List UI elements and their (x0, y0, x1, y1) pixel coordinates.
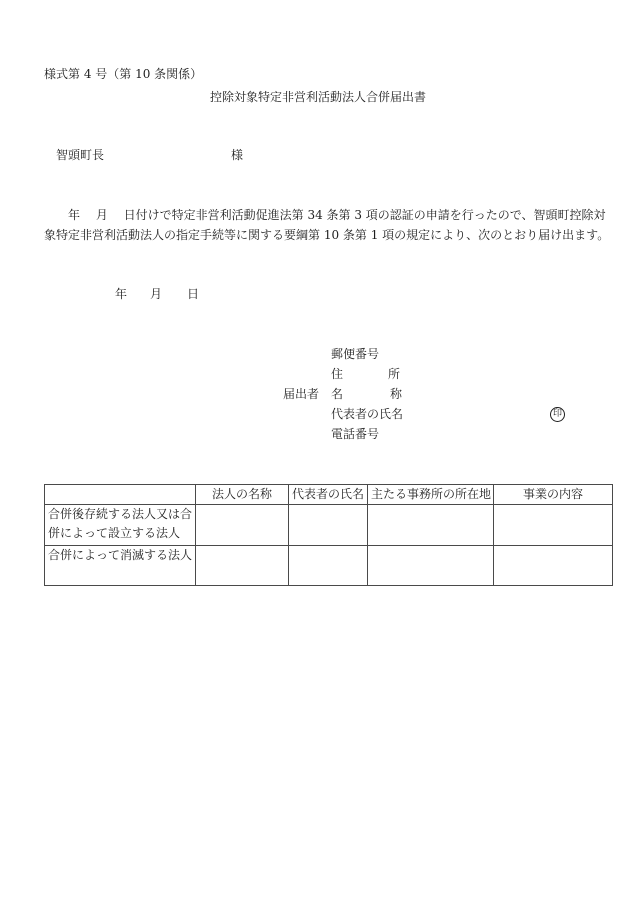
document-title: 控除対象特定非営利活動法人合併届出書 (210, 90, 427, 104)
address-label-end: 所 (388, 367, 401, 381)
seal-icon: 印 (550, 407, 565, 422)
addressee-name: 智頭町長 (56, 148, 105, 162)
cell-business-content[interactable] (494, 546, 613, 586)
cell-representative-name[interactable] (289, 505, 368, 546)
row-label-line: 併によって設立する法人 (48, 526, 181, 540)
phone-label: 電話番号 (331, 427, 380, 441)
header-corporation-name: 法人の名称 (196, 485, 289, 505)
name-label-start: 名 (331, 387, 344, 401)
row-label-surviving-corporation (45, 505, 196, 546)
date-month-label: 月 (150, 287, 163, 301)
form-number: 様式第 4 号（第 10 条関係） (44, 67, 203, 81)
cell-business-content[interactable] (494, 505, 613, 546)
postal-code-label: 郵便番号 (331, 347, 380, 361)
cell-representative-name[interactable] (289, 546, 368, 586)
date-day-label: 日 (187, 287, 200, 301)
applicant-heading: 届出者 (283, 387, 320, 401)
header-blank (45, 485, 196, 505)
date-year-label: 年 (115, 287, 128, 301)
table-header-row (45, 485, 613, 505)
header-business-content: 事業の内容 (494, 485, 613, 505)
cell-office-location[interactable] (368, 546, 494, 586)
cell-office-location[interactable] (368, 505, 494, 546)
row-label-dissolved-corporation (45, 546, 196, 586)
body-line-1: 年 月 日付けで特定非営利活動促進法第 34 条第 3 項の認証の申請を行ったので、智頭町控除対 (68, 208, 606, 222)
name-label-end: 称 (390, 387, 403, 401)
representative-label: 代表者の氏名 (331, 407, 404, 421)
header-office-location: 主たる事務所の所在地 (368, 485, 494, 505)
cell-corporation-name[interactable] (196, 546, 289, 586)
row-label-line: 合併によって消滅する法人 (48, 548, 193, 562)
address-label-start: 住 (331, 367, 344, 381)
header-representative-name: 代表者の氏名 (289, 485, 368, 505)
table-row (45, 505, 613, 546)
table-row (45, 546, 613, 586)
body-line-2: 象特定非営利活動法人の指定手続等に関する要綱第 10 条第 1 項の規定により、次のとおり届け出ます。 (44, 228, 610, 242)
cell-corporation-name[interactable] (196, 505, 289, 546)
merger-table (44, 484, 613, 586)
addressee-honorific: 様 (231, 148, 244, 162)
row-label-line: 合併後存続する法人又は合 (48, 507, 193, 521)
